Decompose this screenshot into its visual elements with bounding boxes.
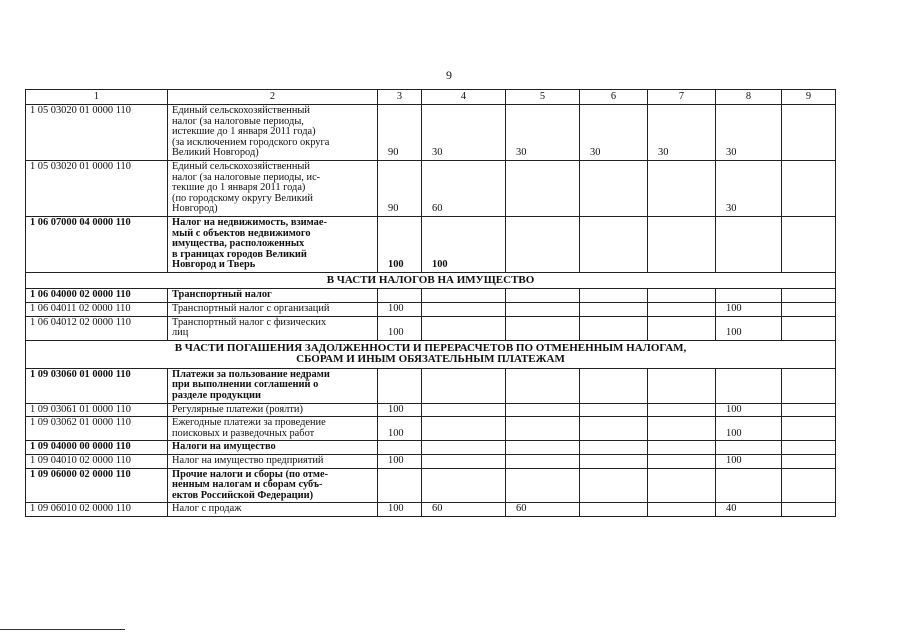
percent-cell-col-8 <box>716 368 782 403</box>
percent-cell-col-9 <box>782 454 836 468</box>
table-row <box>26 303 836 317</box>
revenue-name-line: Новгород) <box>172 203 218 215</box>
percent-cell-col-4 <box>422 316 506 340</box>
percent-cell-col-8: 40 <box>716 503 782 517</box>
revenue-name-line: имущества, расположенных <box>172 238 305 250</box>
revenue-name-line: Налог на недвижимость, взимае- <box>172 216 327 228</box>
page-number: 9 <box>446 68 452 82</box>
revenue-name-line: Великий Новгород) <box>172 147 259 159</box>
percent-cell-col-5 <box>506 468 580 503</box>
percent-cell-col-6 <box>580 441 648 455</box>
percent-cell-col-5 <box>506 216 580 272</box>
percent-cell-col-3: 90 <box>378 105 422 161</box>
percent-cell-col-8: 100 <box>716 403 782 417</box>
percent-cell-col-6 <box>580 160 648 216</box>
percent-cell-col-9 <box>782 289 836 303</box>
revenue-name <box>168 468 378 503</box>
table-row <box>26 289 836 303</box>
percent-cell-col-3: 100 <box>378 316 422 340</box>
percent-cell-col-3: 100 <box>378 216 422 272</box>
table-body <box>26 90 836 517</box>
column-header-cell: 7 <box>648 90 716 105</box>
percent-cell-col-7 <box>648 303 716 317</box>
percent-cell-col-7 <box>648 503 716 517</box>
revenue-name-line: ненным налогам и сборам субъ- <box>172 479 323 491</box>
percent-cell-col-7 <box>648 403 716 417</box>
revenue-name-line: Налог с продаж <box>172 503 242 515</box>
percent-cell-col-3: 100 <box>378 303 422 317</box>
revenue-name <box>168 503 378 517</box>
percent-cell-col-7 <box>648 417 716 441</box>
percent-cell-col-6 <box>580 468 648 503</box>
revenue-name-line: истекшие до 1 января 2011 года) <box>172 126 316 138</box>
percent-cell-col-5 <box>506 368 580 403</box>
table-row <box>26 417 836 441</box>
percent-cell-col-5 <box>506 417 580 441</box>
percent-cell-col-4 <box>422 417 506 441</box>
revenue-name-line: Регулярные платежи (роялти) <box>172 403 303 415</box>
classification-code: 1 05 03020 01 0000 110 <box>26 160 168 216</box>
percent-cell-col-3 <box>378 368 422 403</box>
section-heading-line: СБОРАМ И ИНЫМ ОБЯЗАТЕЛЬНЫМ ПЛАТЕЖАМ <box>296 353 565 366</box>
percent-cell-col-4: 60 <box>422 503 506 517</box>
percent-cell-col-8 <box>716 289 782 303</box>
revenue-name <box>168 105 378 161</box>
percent-cell-col-5: 60 <box>506 503 580 517</box>
revenue-name-line: мый с объектов недвижимого <box>172 227 311 239</box>
percent-cell-col-9 <box>782 316 836 340</box>
column-header-cell: 2 <box>168 90 378 105</box>
revenue-name-line: налог (за налоговые периоды, <box>172 115 304 127</box>
percent-cell-col-4 <box>422 303 506 317</box>
percent-cell-col-3 <box>378 441 422 455</box>
percent-cell-col-7 <box>648 454 716 468</box>
percent-cell-col-3: 90 <box>378 160 422 216</box>
table-row <box>26 316 836 340</box>
percent-cell-col-9 <box>782 503 836 517</box>
percent-cell-col-9 <box>782 368 836 403</box>
percent-cell-col-8: 30 <box>716 160 782 216</box>
revenue-name-line: при выполнении соглашений о <box>172 379 319 391</box>
percent-cell-col-7 <box>648 160 716 216</box>
classification-code: 1 06 07000 04 0000 110 <box>26 216 168 272</box>
percent-cell-col-8 <box>716 468 782 503</box>
table-row <box>26 468 836 503</box>
percent-cell-col-7: 30 <box>648 105 716 161</box>
section-heading <box>26 340 836 368</box>
revenue-name-line: Единый сельскохозяйственный <box>172 160 310 172</box>
revenue-name-line: (по городскому округу Великий <box>172 192 313 204</box>
percent-cell-col-6 <box>580 316 648 340</box>
percent-cell-col-4: 30 <box>422 105 506 161</box>
percent-cell-col-6 <box>580 503 648 517</box>
percent-cell-col-6 <box>580 303 648 317</box>
percent-cell-col-9 <box>782 417 836 441</box>
percent-cell-col-3: 100 <box>378 503 422 517</box>
column-header-cell: 6 <box>580 90 648 105</box>
percent-cell-col-5 <box>506 160 580 216</box>
revenue-name-line: Единый сельскохозяйственный <box>172 105 310 116</box>
percent-cell-col-7 <box>648 468 716 503</box>
percent-cell-col-5 <box>506 316 580 340</box>
footer-rule <box>0 629 125 630</box>
revenue-name-line: разделе продукции <box>172 389 261 401</box>
percent-cell-col-7 <box>648 216 716 272</box>
percent-cell-col-6 <box>580 368 648 403</box>
column-header-cell: 3 <box>378 90 422 105</box>
revenue-name <box>168 417 378 441</box>
revenue-name <box>168 454 378 468</box>
revenue-name <box>168 289 378 303</box>
classification-code: 1 06 04000 02 0000 110 <box>26 289 168 303</box>
percent-cell-col-8: 100 <box>716 454 782 468</box>
percent-cell-col-6: 30 <box>580 105 648 161</box>
percent-cell-col-5 <box>506 289 580 303</box>
percent-cell-col-3: 100 <box>378 454 422 468</box>
revenue-name-line: Платежи за пользование недрами <box>172 368 330 380</box>
percent-cell-col-6 <box>580 216 648 272</box>
column-header-cell: 5 <box>506 90 580 105</box>
percent-cell-col-4: 100 <box>422 216 506 272</box>
percent-cell-col-4 <box>422 403 506 417</box>
percent-cell-col-7 <box>648 368 716 403</box>
percent-cell-col-9 <box>782 403 836 417</box>
revenue-name <box>168 403 378 417</box>
classification-code: 1 06 04012 02 0000 110 <box>26 316 168 340</box>
percent-cell-col-4 <box>422 368 506 403</box>
percent-cell-col-3 <box>378 289 422 303</box>
classification-code: 1 09 04010 02 0000 110 <box>26 454 168 468</box>
percent-cell-col-6 <box>580 403 648 417</box>
column-header-cell: 8 <box>716 90 782 105</box>
percent-cell-col-5 <box>506 441 580 455</box>
column-header-cell: 1 <box>26 90 168 105</box>
percent-cell-col-8 <box>716 216 782 272</box>
section-heading-line: В ЧАСТИ ПОГАШЕНИЯ ЗАДОЛЖЕННОСТИ И ПЕРЕРАСЧЕТОВ ПО ОТМЕНЕННЫМ НАЛОГАМ, <box>174 341 687 354</box>
revenue-name-line: Налоги на имущество <box>172 441 276 453</box>
percent-cell-col-9 <box>782 303 836 317</box>
percent-cell-col-3 <box>378 468 422 503</box>
percent-cell-col-7 <box>648 441 716 455</box>
percent-cell-col-5 <box>506 303 580 317</box>
revenue-name-line: Прочие налоги и сборы (по отме- <box>172 468 329 480</box>
revenue-name-line: Транспортный налог <box>172 289 272 301</box>
percent-cell-col-7 <box>648 316 716 340</box>
section-heading-line: В ЧАСТИ НАЛОГОВ НА ИМУЩЕСТВО <box>326 273 535 286</box>
percent-cell-col-6 <box>580 417 648 441</box>
table-row <box>26 160 836 216</box>
percent-cell-col-3: 100 <box>378 417 422 441</box>
revenue-distribution-table <box>25 89 836 517</box>
percent-cell-col-9 <box>782 160 836 216</box>
revenue-name <box>168 368 378 403</box>
column-header-cell: 4 <box>422 90 506 105</box>
percent-cell-col-9 <box>782 441 836 455</box>
percent-cell-col-8 <box>716 441 782 455</box>
revenue-name-line: Транспортный налог с физических <box>172 316 327 328</box>
column-number-header <box>26 90 836 105</box>
classification-code: 1 09 03061 01 0000 110 <box>26 403 168 417</box>
percent-cell-col-5 <box>506 454 580 468</box>
revenue-name-line: налог (за налоговые периоды, ис- <box>172 171 321 183</box>
percent-cell-col-8: 100 <box>716 417 782 441</box>
percent-cell-col-4 <box>422 441 506 455</box>
classification-code: 1 06 04011 02 0000 110 <box>26 303 168 317</box>
revenue-name <box>168 316 378 340</box>
percent-cell-col-4: 60 <box>422 160 506 216</box>
percent-cell-col-9 <box>782 105 836 161</box>
revenue-name <box>168 303 378 317</box>
percent-cell-col-8: 100 <box>716 303 782 317</box>
classification-code: 1 05 03020 01 0000 110 <box>26 105 168 161</box>
revenue-name <box>168 160 378 216</box>
revenue-name-line: ектов Российской Федерации) <box>172 489 314 501</box>
section-heading-row <box>26 272 836 289</box>
section-heading-row <box>26 340 836 368</box>
revenue-name-line: Налог на имущество предприятий <box>172 454 324 466</box>
classification-code: 1 09 06010 02 0000 110 <box>26 503 168 517</box>
percent-cell-col-4 <box>422 468 506 503</box>
percent-cell-col-7 <box>648 289 716 303</box>
percent-cell-col-4 <box>422 454 506 468</box>
table-row <box>26 503 836 517</box>
classification-code: 1 09 03062 01 0000 110 <box>26 417 168 441</box>
revenue-name <box>168 441 378 455</box>
revenue-name-line: (за исключением городского округа <box>172 136 330 148</box>
percent-cell-col-5: 30 <box>506 105 580 161</box>
table-row <box>26 454 836 468</box>
percent-cell-col-4 <box>422 289 506 303</box>
revenue-name-line: текшие до 1 января 2011 года) <box>172 182 306 194</box>
column-header-cell: 9 <box>782 90 836 105</box>
classification-code: 1 09 03060 01 0000 110 <box>26 368 168 403</box>
classification-code: 1 09 04000 00 0000 110 <box>26 441 168 455</box>
revenue-name-line: лиц <box>172 327 189 339</box>
percent-cell-col-9 <box>782 468 836 503</box>
classification-code: 1 09 06000 02 0000 110 <box>26 468 168 503</box>
percent-cell-col-6 <box>580 289 648 303</box>
section-heading <box>26 272 836 289</box>
percent-cell-col-8: 100 <box>716 316 782 340</box>
revenue-name-line: поисковых и разведочных работ <box>172 427 315 439</box>
table-row <box>26 441 836 455</box>
revenue-name <box>168 216 378 272</box>
table-row <box>26 368 836 403</box>
percent-cell-col-8: 30 <box>716 105 782 161</box>
table-row <box>26 216 836 272</box>
percent-cell-col-3: 100 <box>378 403 422 417</box>
revenue-name-line: Транспортный налог с организаций <box>172 303 330 314</box>
percent-cell-col-6 <box>580 454 648 468</box>
revenue-name-line: Новгород и Тверь <box>172 259 256 271</box>
percent-cell-col-5 <box>506 403 580 417</box>
table-row <box>26 403 836 417</box>
percent-cell-col-9 <box>782 216 836 272</box>
table-row <box>26 105 836 161</box>
revenue-name-line: Ежегодные платежи за проведение <box>172 417 326 429</box>
revenue-name-line: в границах городов Великий <box>172 248 307 260</box>
